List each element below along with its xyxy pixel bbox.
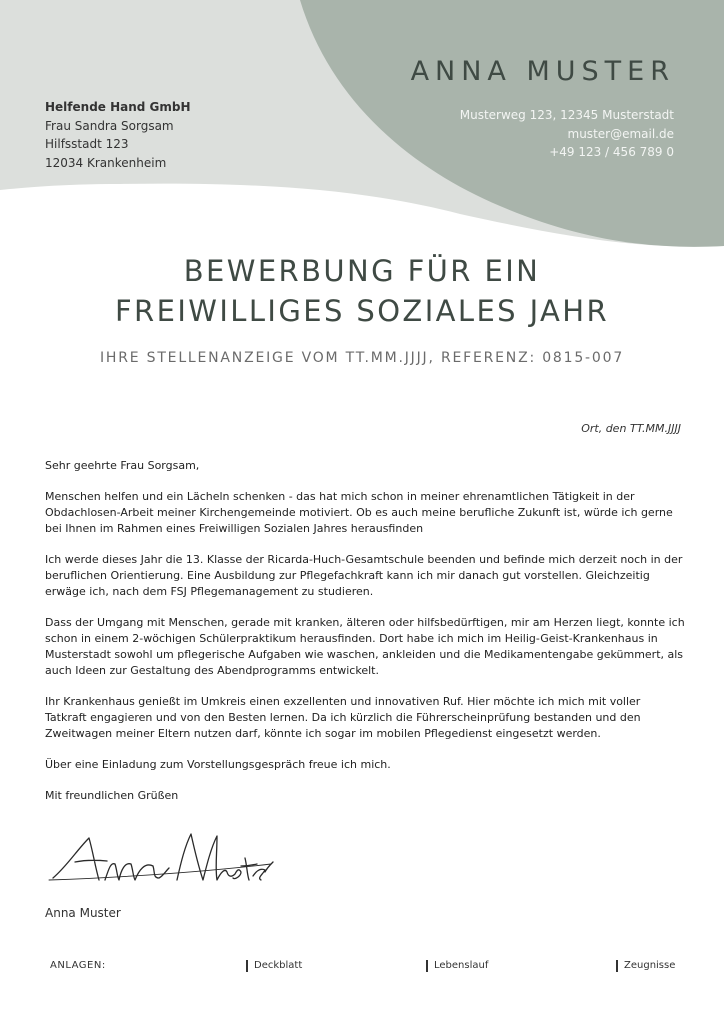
- paragraph: Ich werde dieses Jahr die 13. Klasse der Ricarda-Huch-Gesamtschule beenden und befinde mich derzeit noch in der beruflichen Orientierung. Eine Ausbildung zur Pflegefachkraft kann ich mir danach gut vorstellen. Gleichzeitig erwäge ich, nach dem FSJ Pflegemanagement zu studieren.: [45, 553, 683, 598]
- recipient-contact: Frau Sandra Sorgsam: [45, 118, 174, 133]
- sender-email: muster@email.de: [567, 126, 674, 141]
- recipient-city: 12034 Krankenheim: [45, 155, 167, 170]
- closing: Mit freundlichen Grüßen: [45, 789, 179, 802]
- title-line-1: BEWERBUNG FÜR EIN: [183, 254, 541, 288]
- attachment-item: Zeugnisse: [616, 960, 675, 972]
- sender-contact-info: [460, 106, 674, 162]
- sender-name: ANNA MUSTER: [410, 56, 675, 87]
- document-title: [0, 251, 724, 331]
- handwritten-signature: [45, 828, 275, 888]
- paragraph: Über eine Einladung zum Vorstellungsgespräch freue ich mich.: [45, 758, 391, 771]
- paragraph: Ihr Krankenhaus genießt im Umkreis einen exzellenten und innovativen Ruf. Hier möchte ich mich mit voller Tatkraft engagieren und von den Besten lernen. Da ich kürzlich die Führerscheinprüfung bestanden und den Zweitwagen meiner Eltern nutzen darf, könnte ich sogar im mobilen Pflegedienst eingesetzt werden.: [45, 695, 641, 740]
- salutation: Sehr geehrte Frau Sorgsam,: [45, 459, 200, 472]
- paragraph: Menschen helfen und ein Lächeln schenken - das hat mich schon in meiner ehrenamtlichen Tätigkeit in der Obdachlosen-Arbeit meiner Kirchengemeinde motiviert. Ob es auch meine berufliche Zukunft ist, würde ich gerne bei Ihnen im Rahmen eines Freiwilligen Sozialen Jahres herausfinden: [45, 490, 673, 535]
- title-line-2: FREIWILLIGES SOZIALES JAHR: [114, 294, 610, 328]
- signed-name: Anna Muster: [45, 906, 121, 920]
- letter-body: [45, 458, 685, 819]
- place-date: Ort, den TT.MM.JJJJ: [581, 422, 681, 435]
- attachment-item: Deckblatt: [246, 960, 302, 972]
- recipient-address: [45, 98, 191, 172]
- paragraph: Dass der Umgang mit Menschen, gerade mit kranken, älteren oder hilfsbedürftigen, mir am Herzen liegt, konnte ich schon in einem 2-wöchigen Schülerpraktikum herausfinden. Dort habe ich mich im Heilig-Geist-Krankenhaus in Musterstadt sowohl um pflegerische Aufgaben wie waschen, ankleiden und die Medikamentengabe gekümmert, als auch Ideen zur Gestaltung des Abendprogramms entwickelt.: [45, 616, 685, 677]
- sender-phone: +49 123 / 456 789 0: [549, 145, 674, 159]
- attachments-label: ANLAGEN:: [50, 960, 106, 971]
- attachment-item: Lebenslauf: [426, 960, 488, 972]
- recipient-street: Hilfsstadt 123: [45, 137, 129, 151]
- sender-address: Musterweg 123, 12345 Musterstadt: [459, 108, 674, 122]
- document-subtitle: IHRE STELLENANZEIGE VOM TT.MM.JJJJ, REFERENZ: 0815-007: [99, 350, 625, 366]
- recipient-company: Helfende Hand GmbH: [45, 100, 191, 114]
